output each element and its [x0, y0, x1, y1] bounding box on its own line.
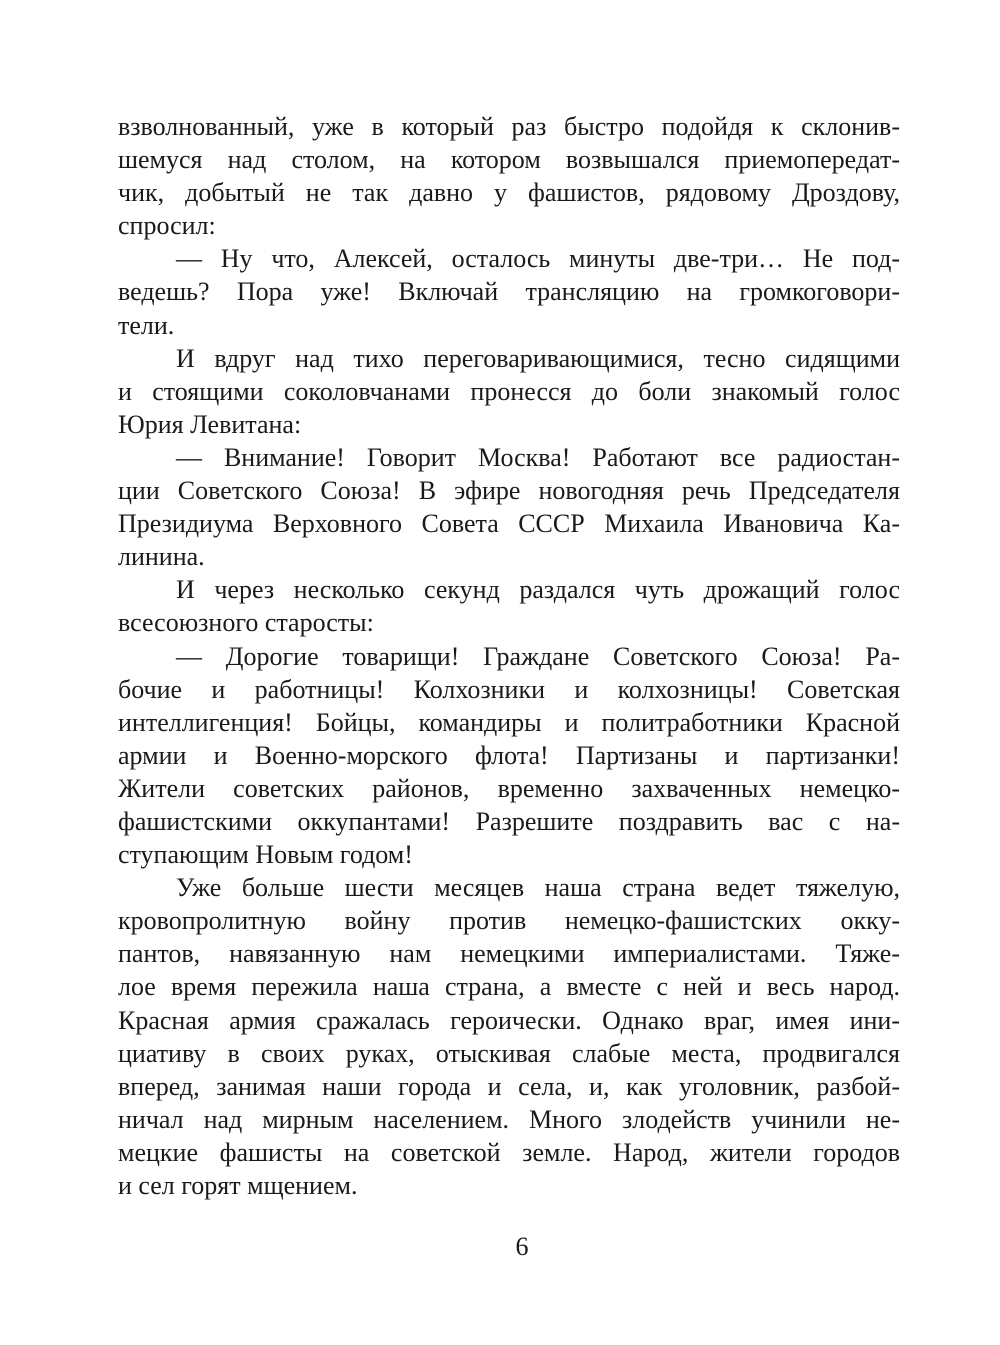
text-line: ничал над мирным населением. Много злодейств учинили не-: [118, 1104, 900, 1134]
text-line: лое время пережила наша страна, а вместе с ней и весь народ.: [118, 972, 900, 1002]
text-line: — Ну что, Алексей, осталось минуты две-три… Не под-: [176, 244, 900, 274]
text-line: И через несколько секунд раздался чуть дрожащий голос: [176, 575, 900, 605]
text-line: И вдруг над тихо переговаривающимися, тесно сидящими: [176, 343, 900, 373]
text-line: вперед, занимая наши города и села, и, как уголовник, разбой-: [118, 1071, 900, 1101]
text-line: мецкие фашисты на советской земле. Народ, жители городов: [118, 1137, 900, 1167]
text-line: циативу в своих руках, отыскивая слабые места, продвигался: [118, 1038, 900, 1068]
text-line: Президиума Верховного Совета СССР Михаила Ивановича Ка-: [118, 509, 900, 539]
text-line: Жители советских районов, временно захваченных немецко-: [118, 773, 900, 803]
text-line: ступающим Новым годом!: [118, 840, 413, 870]
text-line: ведешь? Пора уже! Включай трансляцию на громкоговори-: [118, 277, 900, 307]
text-line: шемуся над столом, на котором возвышался приемопередат-: [118, 145, 900, 175]
text-line: Красная армия сражалась героически. Однако враг, имея ини-: [118, 1005, 900, 1035]
page-number: 6: [515, 1232, 529, 1261]
text-line: Юрия Левитана:: [118, 409, 302, 439]
text-line: интеллигенция! Бойцы, командиры и политработники Красной: [118, 707, 900, 737]
text-line: бочие и работницы! Колхозники и колхозницы! Советская: [118, 674, 900, 704]
text-line: и стоящими соколовчанами пронесся до боли знакомый голос: [118, 376, 900, 406]
page-body-text: [118, 110, 900, 1202]
text-line: ции Советского Союза! В эфире новогодняя речь Председателя: [118, 476, 900, 506]
text-line: и сел горят мщением.: [118, 1171, 358, 1200]
text-line: армии и Военно-морского флота! Партизаны и партизанки!: [118, 740, 900, 770]
text-line: кровопролитную войну против немецко-фашистских окку-: [118, 906, 900, 936]
text-line: Уже больше шести месяцев наша страна ведет тяжелую,: [176, 873, 900, 903]
text-line: пантов, навязанную нам немецкими империалистами. Тяже-: [118, 939, 900, 969]
text-line: тели.: [118, 310, 175, 340]
text-line: — Дорогие товарищи! Граждане Советского Союза! Ра-: [176, 641, 900, 671]
text-line: чик, добытый не так давно у фашистов, рядовому Дроздову,: [118, 178, 900, 208]
text-line: линина.: [118, 542, 205, 572]
text-line: — Внимание! Говорит Москва! Работают все радиостан-: [176, 442, 900, 472]
text-line: всесоюзного старосты:: [118, 608, 374, 638]
text-line: фашистскими оккупантами! Разрешите поздравить вас с на-: [118, 806, 900, 836]
text-line: взволнованный, уже в который раз быстро подойдя к склонив-: [118, 112, 900, 141]
text-line: спросил:: [118, 211, 216, 241]
